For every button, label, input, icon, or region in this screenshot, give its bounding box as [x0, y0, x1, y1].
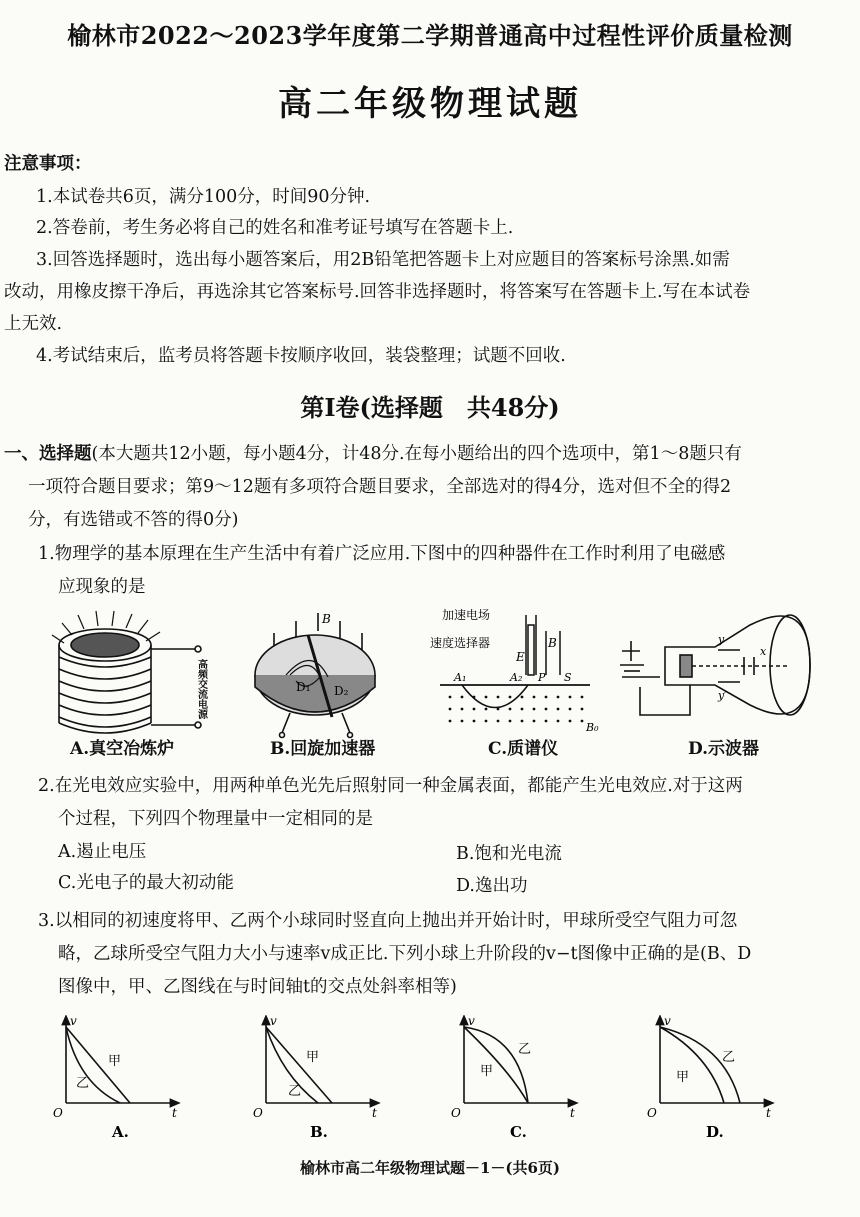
part1-intro-line1: 一、选择题(本大题共12小题，每小题4分，计48分.在每小题给出的四个选项中，第1～8题只有 — [4, 444, 742, 464]
q2-option-d: D.逸出功 — [456, 876, 528, 896]
q2-option-a: A.遏止电压 — [58, 842, 147, 862]
graph-d — [660, 1019, 770, 1103]
furnace-figure — [52, 611, 201, 733]
q1-caption-c: C.质谱仪 — [488, 739, 559, 759]
q2-stem-line2: 个过程，下列四个物理量中一定相同的是 — [58, 809, 373, 829]
graph-b — [266, 1019, 376, 1103]
osc-y2-label: y′ — [718, 689, 727, 702]
cyclotron-d1-label: D₁ — [296, 680, 311, 694]
graph-b-caption: B. — [310, 1123, 328, 1141]
osc-x-label: x — [760, 645, 767, 658]
cyclotron-d2-label: D₂ — [334, 684, 349, 698]
ms-e-label: E — [516, 650, 525, 664]
ms-a2-label: A₂ — [510, 671, 523, 684]
q1-caption-d: D.示波器 — [688, 739, 760, 759]
osc-y-label: y — [718, 633, 725, 646]
ms-p-label: P — [538, 671, 546, 684]
graph-a-o: O — [53, 1106, 63, 1120]
ms-selector-label: 速度选择器 — [430, 636, 491, 650]
notice-item-2: 2.答卷前，考生务必将自己的姓名和准考证号填写在答题卡上. — [36, 218, 514, 238]
q1-stem-line1: 1.物理学的基本原理在生产生活中有着广泛应用.下图中的四种器件在工作时利用了电磁感 — [38, 544, 726, 564]
graph-d-t: t — [766, 1106, 771, 1120]
part1-intro-line3: 分，有选错或不答的得0分) — [28, 510, 239, 530]
ms-s-label: S — [564, 671, 572, 684]
cyclotron-b-label: B — [322, 612, 331, 626]
part1-heading: 一、选择题 — [4, 444, 92, 464]
graph-a-lower: 乙 — [76, 1076, 90, 1091]
graph-c-o: O — [451, 1106, 461, 1120]
ms-accel-label: 加速电场 — [442, 608, 491, 622]
notice-item-1: 1.本试卷共6页，满分100分，时间90分钟. — [36, 187, 371, 207]
graph-c — [464, 1019, 574, 1103]
graph-d-v: v — [664, 1015, 671, 1028]
graph-c-lower: 甲 — [480, 1064, 494, 1079]
graph-c-caption: C. — [510, 1123, 527, 1141]
page-footer: 榆林市高二年级物理试题－1－(共6页) — [299, 1159, 561, 1177]
part1-intro-line2: 一项符合题目要求；第9～12题有多项符合题目要求，全部选对的得4分，选对但不全的得2 — [28, 477, 732, 497]
q3-stem-line1: 3.以相同的初速度将甲、乙两个小球同时竖直向上抛出并开始计时，甲球所受空气阻力可忽 — [38, 911, 738, 931]
q2-stem-line1: 2.在光电效应实验中，用两种单色光先后照射同一种金属表面，都能产生光电效应.对于这两 — [38, 776, 743, 796]
notice-item-3: 3.回答选择题时，选出每小题答案后，用2B铅笔把答题卡上对应题目的答案标号涂黑.如需 — [36, 250, 730, 270]
q3-stem-line3: 图像中，甲、乙图线在与时间轴t的交点处斜率相等) — [58, 977, 457, 997]
q3-graphs — [50, 1015, 830, 1145]
graph-a-upper: 甲 — [108, 1054, 122, 1069]
notice-item-4: 4.考试结束后，监考员将答题卡按顺序收回，装袋整理；试题不回收. — [36, 346, 566, 366]
q1-figures — [50, 605, 830, 750]
ms-b-label: B — [548, 636, 557, 650]
q3-stem-line2: 略，乙球所受空气阻力大小与速率v成正比.下列小球上升阶段的v−t图像中正确的是(B、D — [58, 944, 752, 964]
q2-option-c: C.光电子的最大初动能 — [58, 873, 234, 893]
exam-header: 榆林市2022～2023学年度第二学期普通高中过程性评价质量检测 — [67, 21, 793, 50]
graph-c-yi-curve — [464, 1027, 528, 1103]
graph-b-v: v — [270, 1015, 277, 1028]
ms-b0-label: B₀ — [586, 721, 599, 734]
notice-item-3-cont: 改动，用橡皮擦干净后，再选涂其它答案标号.回答非选择题时，将答案写在答题卡上.写在本试卷 — [4, 282, 751, 302]
graph-b-lower: 乙 — [288, 1084, 302, 1099]
notice-heading: 注意事项： — [4, 154, 92, 174]
graph-b-upper: 甲 — [306, 1050, 320, 1065]
graph-a-caption: A. — [112, 1123, 129, 1141]
notice-item-3-end: 上无效. — [4, 314, 63, 334]
graph-a-v: v — [70, 1015, 77, 1028]
ms-a1-label: A₁ — [454, 671, 467, 684]
oscilloscope-figure — [620, 615, 810, 715]
graph-d-o: O — [647, 1106, 657, 1120]
graph-b-t: t — [372, 1106, 377, 1120]
q1-caption-a: A.真空冶炼炉 — [70, 739, 175, 759]
graph-c-v: v — [468, 1015, 475, 1028]
graph-d-caption: D. — [706, 1123, 724, 1141]
graph-c-t: t — [570, 1106, 575, 1120]
furnace-source-label: 高频交流电源 — [195, 659, 207, 719]
q2-option-b: B.饱和光电流 — [456, 844, 562, 864]
q1-caption-b: B.回旋加速器 — [270, 739, 376, 759]
mass-spec-figure — [440, 615, 590, 722]
cyclotron-figure — [255, 613, 375, 738]
section-title: 第Ⅰ卷(选择题 共48分) — [300, 393, 560, 422]
graph-b-o: O — [253, 1106, 263, 1120]
exam-title: 高二年级物理试题 — [278, 84, 582, 124]
graph-c-upper: 乙 — [518, 1042, 532, 1057]
graph-a-t: t — [172, 1106, 177, 1120]
graph-d-upper: 乙 — [722, 1050, 736, 1065]
q1-stem-line2: 应现象的是 — [58, 577, 146, 597]
graph-d-lower: 甲 — [676, 1070, 690, 1085]
graph-d-yi-curve — [660, 1027, 740, 1103]
